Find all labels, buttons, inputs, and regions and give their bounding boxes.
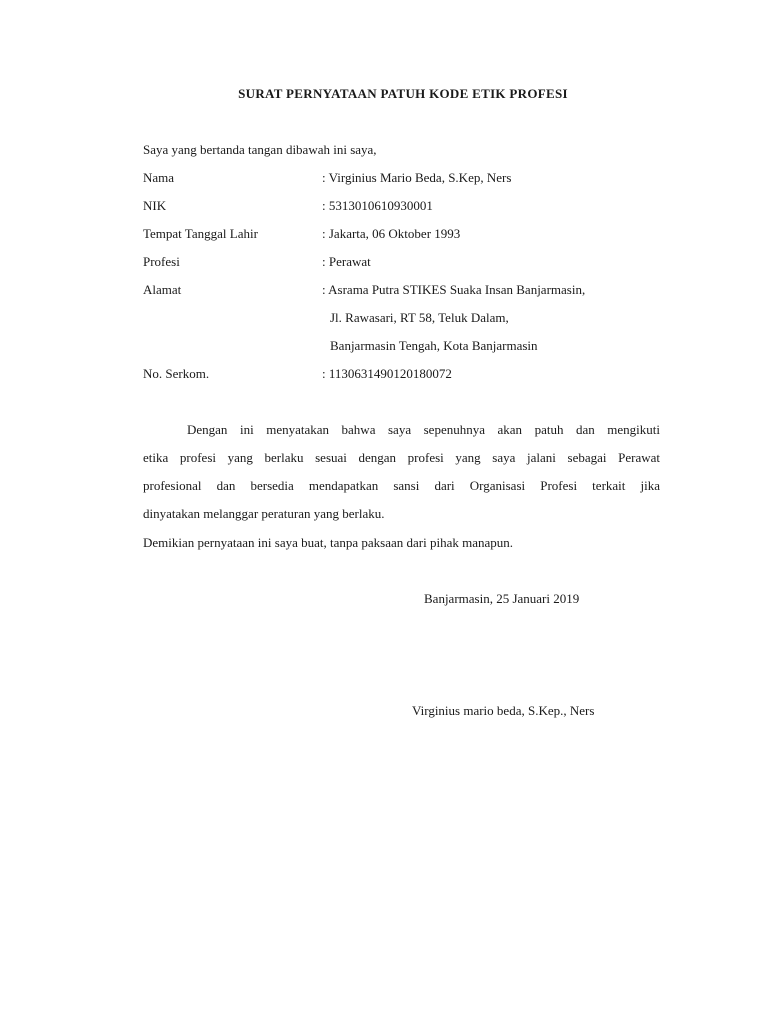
field-value: : Virginius Mario Beda, S.Kep, Ners [322,170,512,185]
field-value: : Jakarta, 06 Oktober 1993 [322,226,461,241]
field-label: Nama [143,170,175,185]
field-label: Tempat Tanggal Lahir [143,226,258,241]
field-alamat [143,282,683,300]
field-ttl [143,226,683,244]
field-label: NIK [143,198,167,213]
field-label: Alamat [143,282,182,297]
field-value: : Asrama Putra STIKES Suaka Insan Banjarmasin, [322,282,586,297]
field-nama [143,170,683,188]
place-date: Banjarmasin, 25 Januari 2019 [424,591,580,606]
field-value: : 5313010610930001 [322,198,433,213]
closing-text: Demikian pernyataan ini saya buat, tanpa paksaan dari pihak manapun. [143,535,514,550]
field-label: No. Serkom. [143,366,210,381]
address-line-2: Jl. Rawasari, RT 58, Teluk Dalam, [330,310,509,325]
address-line-3: Banjarmasin Tengah, Kota Banjarmasin [330,338,538,353]
field-value: : Perawat [322,254,371,269]
field-profesi [143,254,683,272]
field-label: Profesi [143,254,180,269]
statement-line-1 [143,422,660,438]
field-serkom [143,366,683,384]
statement-line-2: etika profesi yang berlaku sesuai dengan profesi yang saya jalani sebagai Perawat [143,450,660,465]
statement-line-3: profesional dan bersedia mendapatkan sansi dari Organisasi Profesi terkait jika [143,478,660,493]
field-value: : 1130631490120180072 [322,366,452,381]
field-nik [143,198,683,216]
document-title: SURAT PERNYATAAN PATUH KODE ETIK PROFESI [238,86,568,101]
signatory-name: Virginius mario beda, S.Kep., Ners [412,703,595,718]
statement-line-4: dinyatakan melanggar peraturan yang berlaku. [143,506,385,521]
intro-text: Saya yang bertanda tangan dibawah ini saya, [143,142,377,157]
statement-text: Dengan ini menyatakan bahwa saya sepenuhnya akan patuh dan mengikuti [187,422,660,437]
